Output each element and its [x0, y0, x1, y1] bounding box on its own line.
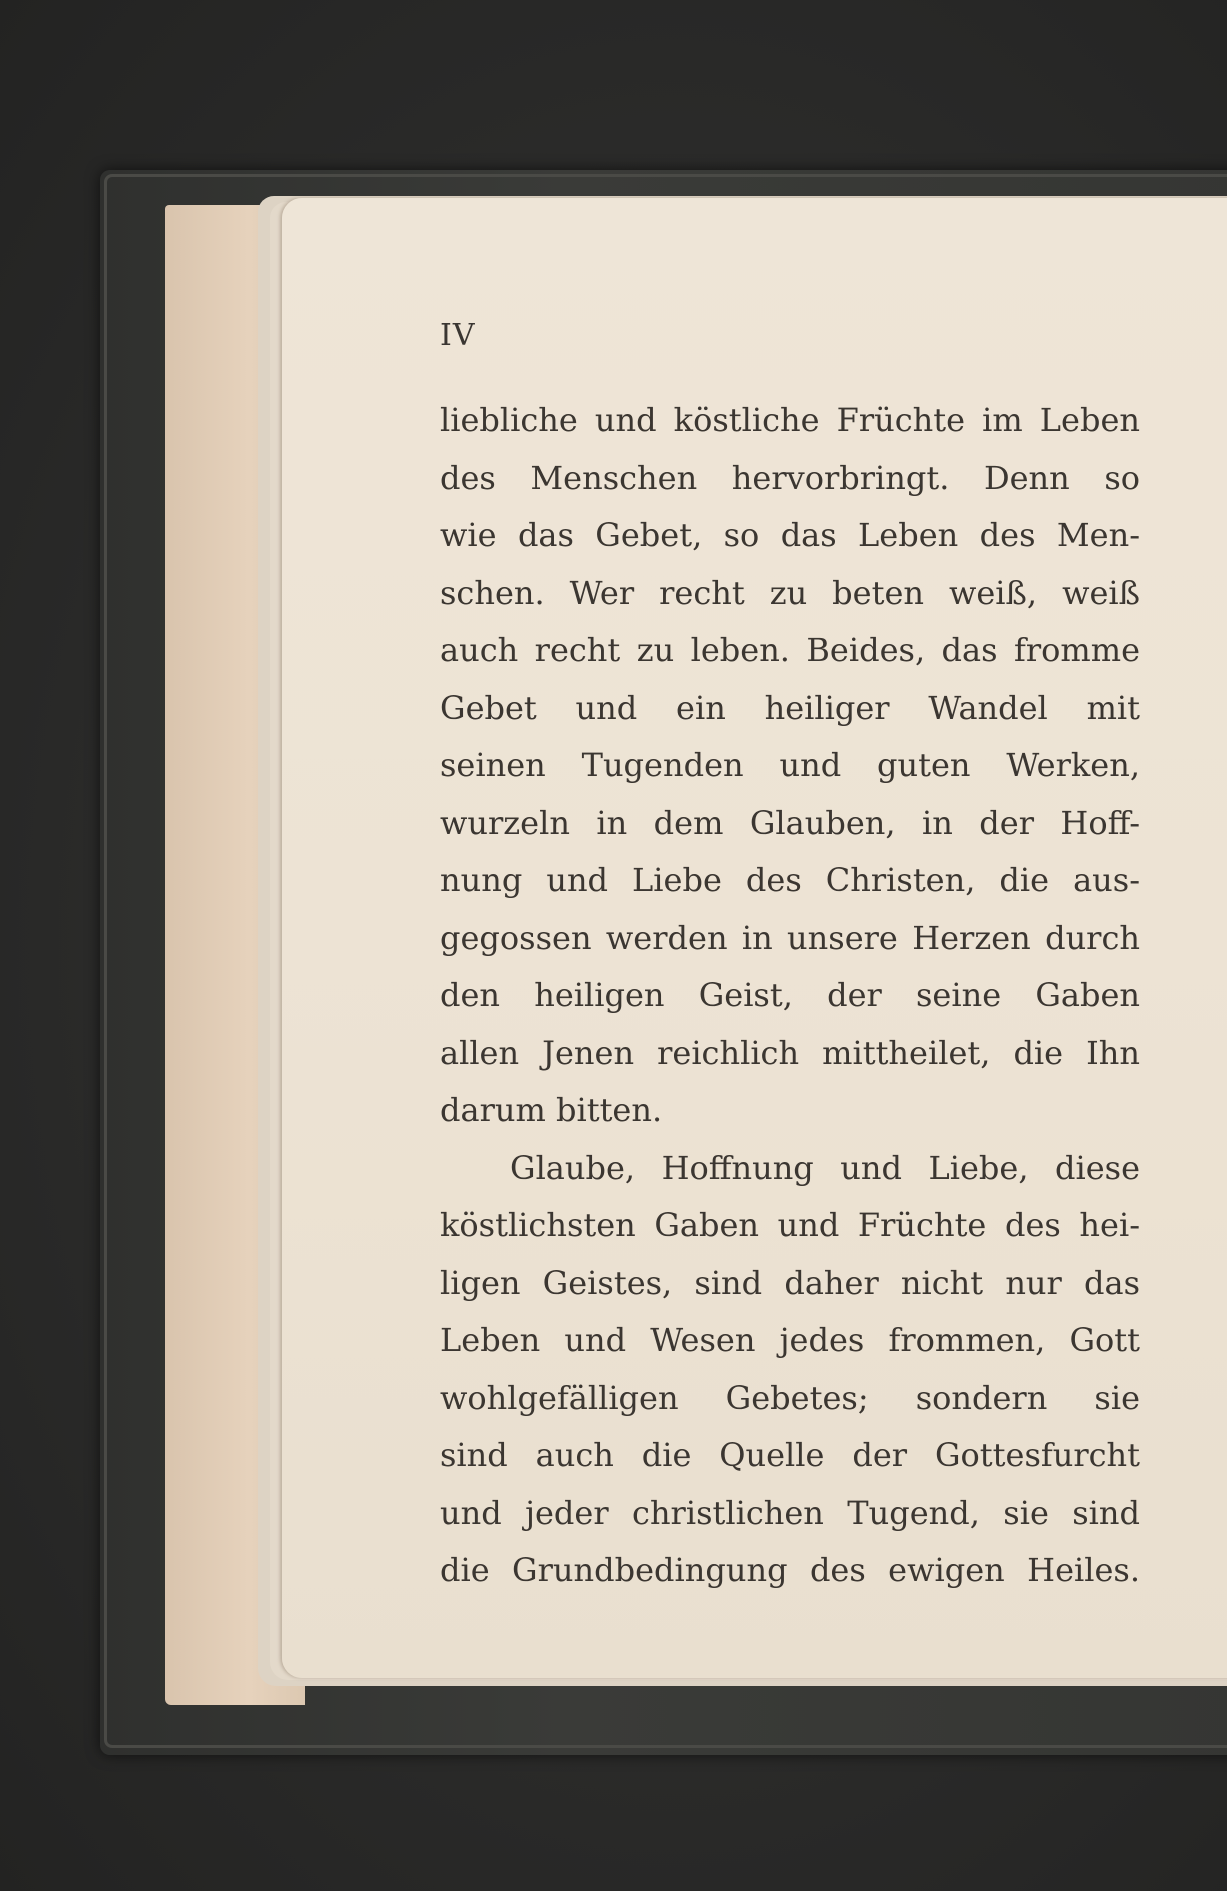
- text-line: liebliche und köstliche Früchte im Leben: [440, 401, 1140, 439]
- text-line: Gebet und ein heiliger Wandel mit: [440, 688, 1140, 727]
- text-line: auch recht zu leben. Beides, das fromme: [440, 631, 1140, 669]
- text-line: und jeder christlichen Tugend, sie sind: [440, 1493, 1140, 1532]
- text-line: wie das Gebet, so das Leben des Men-: [440, 516, 1140, 554]
- text-line: köstlichsten Gaben und Früchte des hei-: [440, 1206, 1140, 1244]
- text-line: nung und Liebe des Christen, die aus-: [440, 861, 1140, 899]
- body-text: [440, 392, 1140, 1600]
- text-line: den heiligen Geist, der seine Gaben: [440, 976, 1140, 1014]
- text-line: die Grundbedingung des ewigen Heiles.: [440, 1551, 1140, 1589]
- text-line: wurzeln in dem Glauben, in der Hoff-: [440, 803, 1140, 842]
- text-line: seinen Tugenden und guten Werken,: [440, 746, 1140, 784]
- text-line: schen. Wer recht zu beten weiß, weiß: [440, 573, 1140, 612]
- text-line: wohlgefälligen Gebetes; sondern sie: [440, 1378, 1140, 1417]
- text-line: gegossen werden in unsere Herzen durch: [440, 918, 1140, 957]
- text-line: ligen Geistes, sind daher nicht nur das: [440, 1263, 1140, 1302]
- text-line: des Menschen hervorbringt. Denn so: [440, 458, 1140, 497]
- text-line: Glaube, Hoffnung und Liebe, diese: [510, 1148, 1140, 1187]
- text-line: allen Jenen reichlich mittheilet, die Ihn: [440, 1033, 1140, 1072]
- text-line: darum bitten.: [440, 1091, 663, 1129]
- text-line: sind auch die Quelle der Gottesfurcht: [440, 1436, 1140, 1474]
- page-number: IV: [440, 318, 476, 353]
- text-line: Leben und Wesen jedes frommen, Gott: [440, 1321, 1140, 1359]
